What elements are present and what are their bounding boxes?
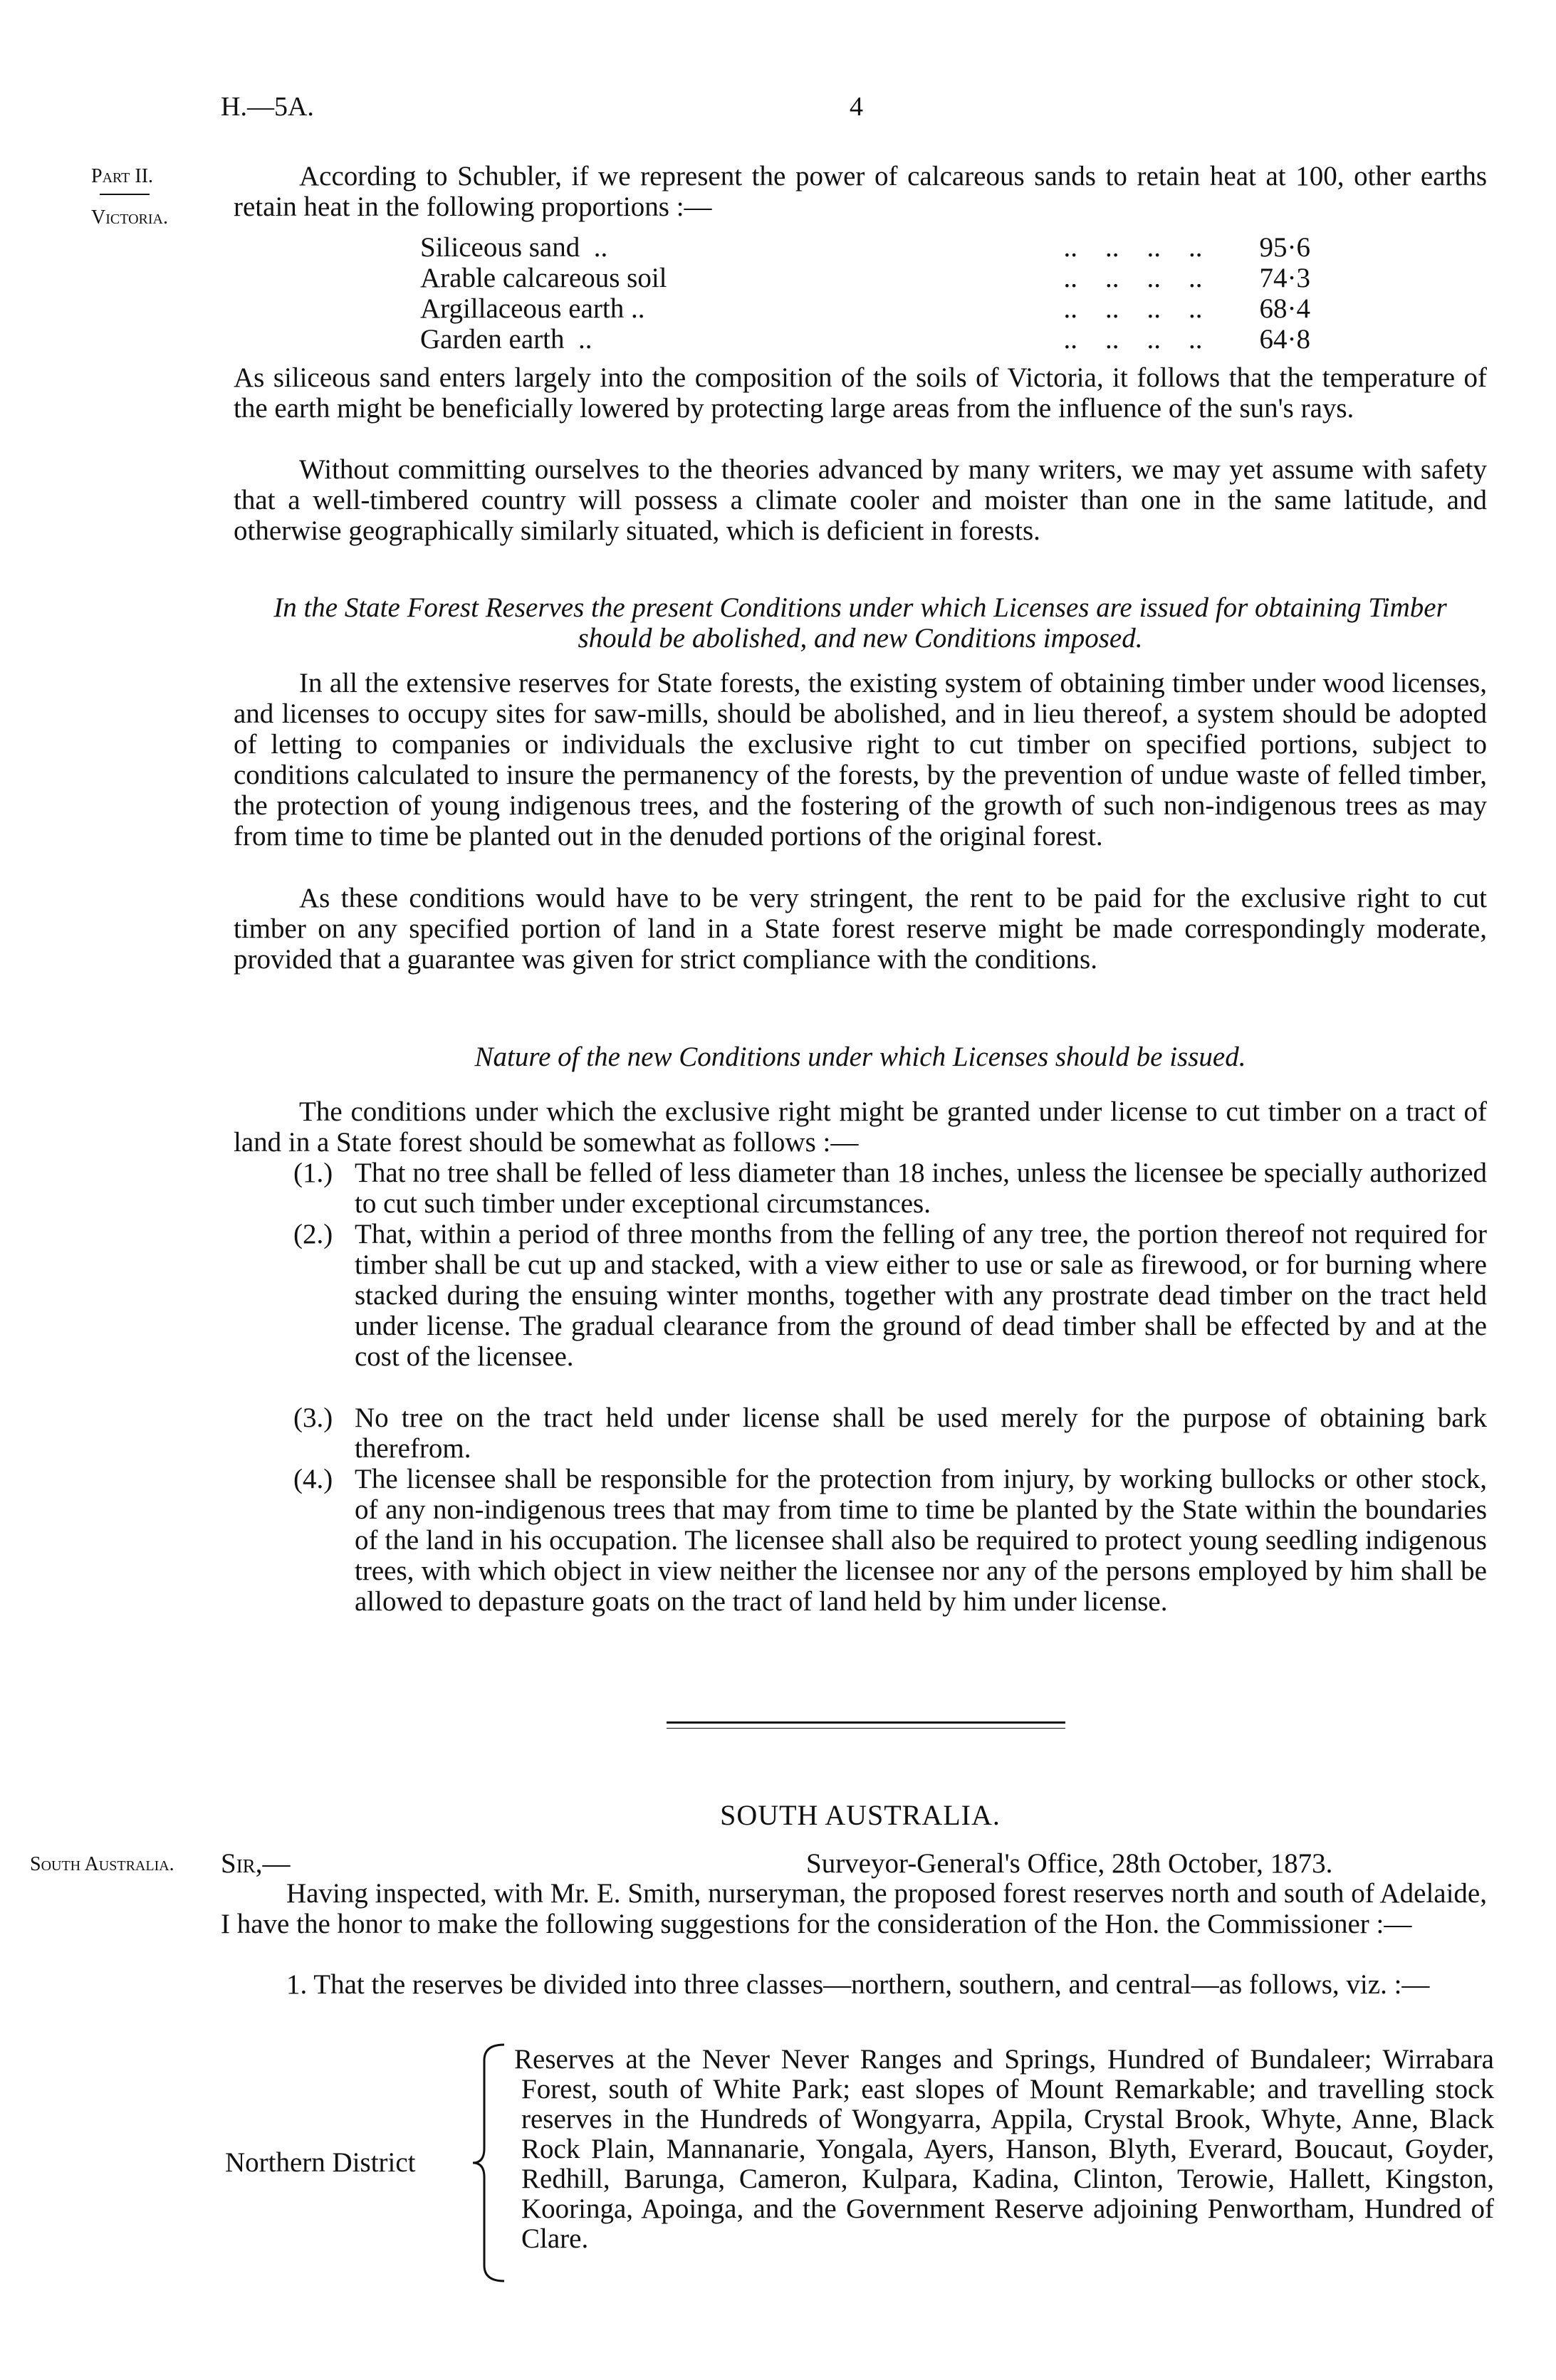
condition-item — [293, 1158, 1487, 1219]
reserves-classes-paragraph: 1. That the reserves be divided into three classes—northern, southern, and central—as follows, viz. :— — [286, 1969, 1430, 2000]
inspection-paragraph: Having inspected, with Mr. E. Smith, nurseryman, the proposed forest reserves north and south of Adelaide, I have the honor to make the following suggestions for the consideration of the Hon. the Commissioner :— — [221, 1878, 1487, 1939]
section-heading-new-conditions: Nature of the new Conditions under which Licenses should be issued. — [474, 1042, 1246, 1072]
table-label: Garden earth .. — [420, 324, 592, 355]
table-leader: .. .. .. .. — [1063, 263, 1203, 293]
south-australia-title: SOUTH AUSTRALIA. — [720, 1799, 1001, 1831]
heat-retention-table — [420, 232, 1310, 355]
conditions-rent-paragraph: As these conditions would have to be very stringent, the rent to be paid for the exclusive right to cut timber on any specified portion of land in a State forest reserve might be made correspondingly moderate, provided that a guarantee was given for strict compliance with the conditions. — [234, 883, 1487, 975]
condition-number: (2.) — [293, 1219, 333, 1249]
table-leader: .. .. .. .. — [1063, 324, 1203, 355]
table-value: 95·6 — [1259, 232, 1310, 263]
table-value: 64·8 — [1259, 324, 1310, 355]
letter-salutation: Sir,— — [221, 1848, 291, 1879]
sidenote-divider — [100, 194, 150, 195]
table-row — [420, 293, 1310, 324]
table-row — [420, 232, 1310, 263]
table-label: Arable calcareous soil — [420, 263, 667, 293]
table-row — [420, 263, 1310, 293]
condition-text: That no tree shall be felled of less diameter than 18 inches, unless the licensee be specially authorized to cut such timber under exceptional circumstances. — [355, 1158, 1487, 1219]
section-heading-state-forest: In the State Forest Reserves the present Conditions under which Licenses are issued for obtaining Timber should be abolished, and new Conditions imposed. — [273, 592, 1447, 654]
condition-text: The licensee shall be responsible for the protection from injury, by working bullocks or other stock, of any non-indigenous trees that may from time to time be planted by the State within the boundaries of the land in his occupation. The licensee shall also be required to protect young seedling indigenous trees, with which object in view neither the licensee nor any of the persons employed by him shall be allowed to depasture goats on the tract of land held by him under license. — [355, 1464, 1487, 1617]
sidenote-part: Part II. — [91, 165, 154, 187]
condition-text: That, within a period of three months from the felling of any tree, the portion thereof not required for timber shall be cut up and stacked, with a view either to use or sale as firewood, or for burning where stacked during the ensuing winter months, together with any prostrate dead timber on the tract held under license. The gradual clearance from the ground of dead timber shall be effected by and at the cost of the licensee. — [355, 1219, 1487, 1372]
document-reference: H.—5A. — [221, 92, 314, 122]
northern-district-label: Northern District — [225, 2147, 416, 2178]
section-divider-thin — [667, 1728, 1065, 1729]
letter-office-date: Surveyor-General's Office, 28th October, 1873. — [806, 1848, 1333, 1879]
condition-text: No tree on the tract held under license shall be used merely for the purpose of obtaining bark therefrom. — [355, 1403, 1487, 1464]
climate-paragraph: Without committing ourselves to the theories advanced by many writers, we may yet assume with safety that a well-timbered country will possess a climate cooler and moister than one in the same latitude, and otherwise geographically similarly situated, which is deficient in forests. — [234, 454, 1487, 546]
condition-number: (3.) — [293, 1403, 333, 1433]
condition-item — [293, 1464, 1487, 1617]
curly-brace — [470, 2042, 513, 2284]
condition-number: (1.) — [293, 1158, 333, 1188]
page-number: 4 — [850, 92, 863, 122]
reserves-paragraph: In all the extensive reserves for State forests, the existing system of obtaining timber under wood licenses, and licenses to occupy sites for saw-mills, should be abolished, and in lieu thereof, a system should be adopted of letting to companies or individuals the exclusive right to cut timber on specified portions, subject to conditions calculated to insure the permanency of the forests, by the prevention of undue waste of felled timber, the protection of young indigenous trees, and the fostering of the growth of such non-indigenous trees as may from time to time be planted out in the denuded portions of the original forest. — [234, 668, 1487, 851]
table-leader: .. .. .. .. — [1063, 293, 1203, 324]
table-row — [420, 324, 1310, 355]
section-divider-thick — [667, 1721, 1065, 1724]
sidenote-victoria: Victoria. — [91, 206, 168, 229]
table-leader: .. .. .. .. — [1063, 232, 1203, 263]
table-label: Argillaceous earth .. — [420, 293, 645, 324]
table-value: 68·4 — [1259, 293, 1310, 324]
sidenote-south-australia: South Australia. — [30, 1853, 174, 1875]
conditions-intro-paragraph: The conditions under which the exclusive right might be granted under license to cut timber on a tract of land in a State forest should be somewhat as follows :— — [234, 1096, 1487, 1158]
intro-paragraph: According to Schubler, if we represent the power of calcareous sands to retain heat at 100, other earths retain heat in the following proportions :— — [234, 161, 1487, 222]
table-label: Siliceous sand .. — [420, 232, 608, 263]
condition-item — [293, 1219, 1487, 1372]
condition-number: (4.) — [293, 1464, 333, 1494]
northern-district-reserves: Reserves at the Never Never Ranges and Springs, Hundred of Bundaleer; Wirrabara Forest, south of White Park; east slopes of Mount Remarkable; and travelling stock reserves in the Hundreds of Wongyarra, Appila, Crystal Brook, Whyte, Anne, Black Rock Plain, Mannanarie, Yongala, Ayers, Hanson, Blyth, Everard, Boucaut, Goyder, Redhill, Barunga, Cameron, Kulpara, Kadina, Clinton, Terowie, Hallett, Kingston, Kooringa, Apoinga, and the Government Reserve adjoining Penwortham, Hundred of Clare. — [514, 2044, 1494, 2254]
siliceous-sand-paragraph: As siliceous sand enters largely into the composition of the soils of Victoria, it follows that the temperature of the earth might be beneficially lowered by protecting large areas from the influence of the sun's rays. — [234, 362, 1487, 424]
condition-item — [293, 1403, 1487, 1464]
table-value: 74·3 — [1259, 263, 1310, 293]
